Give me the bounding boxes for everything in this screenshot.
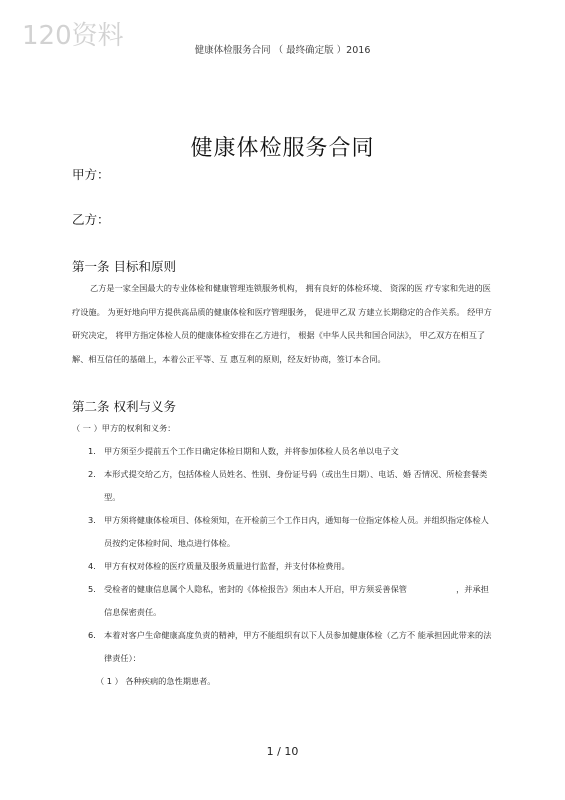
list-item-number: 2.: [88, 469, 96, 479]
list-item: [88, 463, 493, 509]
list-item-text: 甲方有权对体检的医疗质量及服务质量进行监督，并支付体检费用。: [104, 561, 350, 571]
list-item: [88, 624, 493, 670]
list-item-text: 本着对客户生命健康高度负责的精神，甲方不能组织有以下人员参加健康体检（乙方不 能承担因此带来的法律责任）：: [104, 630, 492, 663]
watermark: 120资料: [22, 21, 124, 51]
list-item-text: 受检者的健康信息属个人隐私，密封的《体检报告》须由本人开启，甲方须妥善保管 ，并承担信息保密责任。: [104, 584, 489, 617]
list-item-number: 6.: [88, 630, 96, 640]
article-1-paragraph: 乙方是一家全国最大的专业体检和健康管理连锁服务机构， 拥有良好的体检环境、 资深的医 疗专家和先进的医疗设施。 为更好地向甲方提供高品质的健康体检和医疗管理服务， 促进甲乙双 方建立长期稳定的合作关系。 经甲方研究决定， 将甲方指定体检人员的健康体检安排在乙方进行， 根据《中华人民共和国合同法》， 甲乙双方在相互了解、相互信任的基础上，本着公正平等、互 惠互利的原则，经友好协商，签订本合同。: [72, 283, 492, 364]
article-1-heading: 第一条 目标和原则: [72, 259, 176, 274]
list-item-text: 甲方须至少提前五个工作日确定体检日期和人数，并将参加体检人员名单以电子文: [104, 446, 399, 456]
page-number: 1 / 10: [266, 745, 299, 758]
list-item: [88, 578, 493, 624]
list-item-number: 3.: [88, 515, 96, 525]
list-item: [88, 509, 493, 555]
party-a-rights-heading: （ 一 ）甲方的权利和义务：: [72, 423, 176, 433]
list-item-number: 5.: [88, 584, 96, 594]
list-item-text: 甲方须将健康体检项目、体检须知，在开检前三个工作日内，通知每一位指定体检人员。并组织指定体检人员按约定体检时间、地点进行体检。: [104, 515, 489, 548]
list-item: [88, 555, 493, 578]
list-item-text: 本形式提交给乙方，包括体检人员姓名、性别、身份证号码（或出生日期）、电话、婚 否情况、所检套餐类型。: [104, 469, 488, 502]
sub-list-item: （ 1 ） 各种疾病的急性期患者。: [96, 676, 216, 686]
list-item: [88, 440, 493, 463]
party-a-label: 甲方：: [72, 167, 110, 182]
page-header: 健康体检服务合同 （ 最终确定版 ）2016: [194, 45, 371, 56]
party-b-label: 乙方：: [72, 212, 110, 227]
document-title: 健康体检服务合同: [190, 136, 375, 161]
list-item-number: 4.: [88, 561, 96, 571]
list-item-number: 1.: [88, 446, 96, 456]
article-2-heading: 第二条 权利与义务: [72, 399, 176, 414]
